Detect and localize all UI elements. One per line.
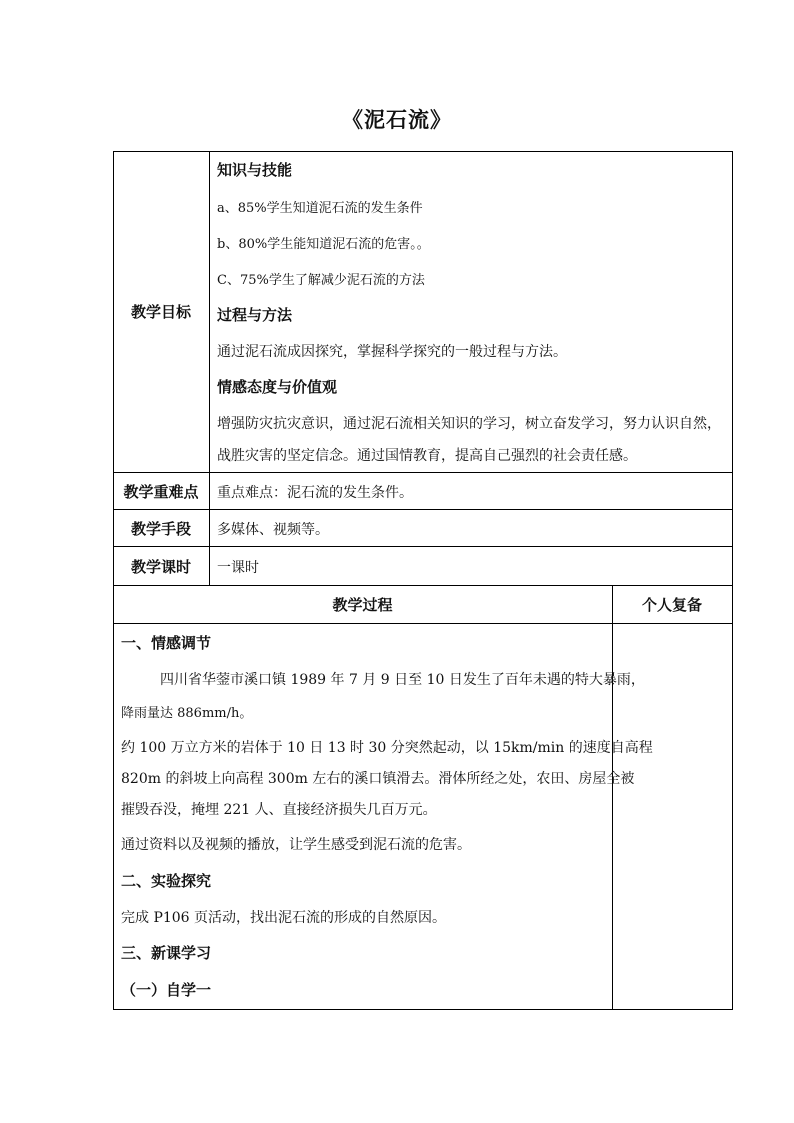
section-1-line: 通过资料以及视频的播放，让学生感受到泥石流的危害。 [121,837,471,853]
table-border-left [113,151,114,1010]
row-divider [113,623,733,624]
table-border-right [732,151,733,1010]
section-1-heading: 一、情感调节 [121,634,212,652]
section-3-heading: 三、新课学习 [121,944,212,962]
row-divider [113,509,733,510]
hours-text: 一课时 [217,560,259,576]
section-1-line: 约 100 万立方米的岩体于 10 日 13 时 30 分突然起动，以 15km/min 的速度自高程 [121,740,653,756]
row-divider [113,472,733,473]
means-label: 教学手段 [130,520,191,538]
section-1-line: 820m 的斜坡上向高程 300m 左右的溪口镇滑去。滑体所经之处，农田、房屋全被 [121,771,635,787]
notes-header-label: 个人复备 [641,596,702,614]
knowledge-item: b、80%学生能知道泥石流的危害。。 [217,237,430,252]
table-border-top [113,151,733,152]
process-header-label: 教学过程 [332,596,393,614]
row-divider [113,585,733,586]
process-method-heading: 过程与方法 [217,306,293,324]
process-method-text: 通过泥石流成因探究，掌握科学探究的一般过程与方法。 [217,344,567,360]
means-text: 多媒体、视频等。 [217,522,329,538]
knowledge-heading: 知识与技能 [217,161,293,179]
key-points-label: 教学重难点 [123,483,199,501]
section-2-heading: 二、实验探究 [121,872,212,890]
key-points-text: 重点难点：泥石流的发生条件。 [217,485,413,501]
notes-column-divider [612,585,613,1010]
label-column-divider [209,151,210,586]
section-1-line: 摧毁吞没，掩埋 221 人、直接经济损失几百万元。 [121,802,437,818]
section-3-subheading: （一）自学一 [121,981,212,999]
document-title: 《泥石流》 [342,107,452,132]
section-2-text: 完成 P106 页活动，找出泥石流的形成的自然原因。 [121,910,447,926]
hours-label: 教学课时 [130,558,191,576]
knowledge-item: C、75%学生了解减少泥石流的方法 [217,273,425,288]
section-1-line: 降雨量达 886mm/h。 [121,706,253,721]
attitude-heading: 情感态度与价值观 [217,378,338,396]
attitude-text-line: 增强防灾抗灾意识，通过泥石流相关知识的学习，树立奋发学习，努力认识自然， [217,416,721,432]
knowledge-item: a、85%学生知道泥石流的发生条件 [217,201,423,216]
table-border-bottom [113,1009,733,1010]
attitude-text-line: 战胜灾害的坚定信念。通过国情教育，提高自己强烈的社会责任感。 [217,448,637,464]
objectives-label: 教学目标 [130,303,191,321]
row-divider [113,546,733,547]
section-1-line: 四川省华蓥市溪口镇 1989 年 7 月 9 日至 10 日发生了百年未遇的特大暴雨， [160,672,645,688]
